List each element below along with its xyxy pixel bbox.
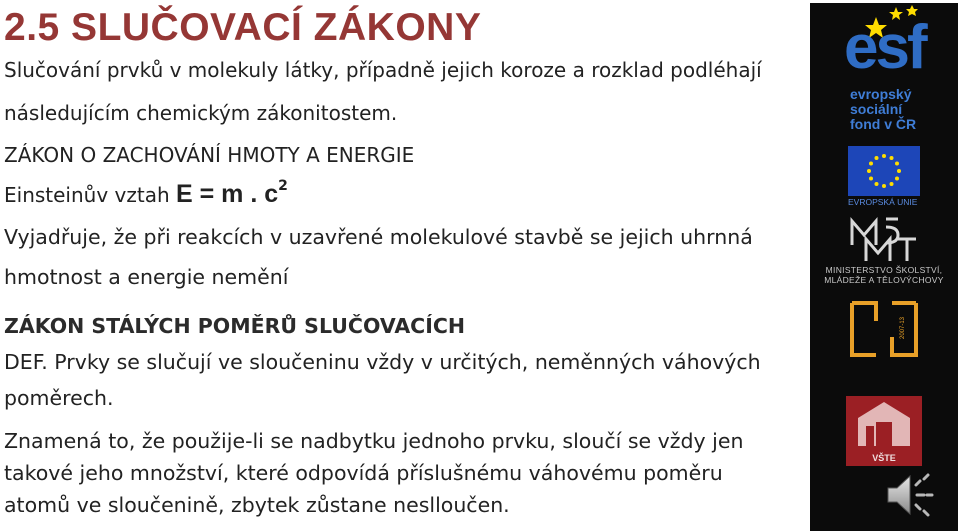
- msmt-line-2: MLÁDEŽE A TĚLOVÝCHOVY: [824, 275, 944, 285]
- intro-line-1: Slučování prvků v molekuly látky, případně jejich koroze a rozklad podléhají: [4, 58, 762, 82]
- vste-label: VŠTE: [872, 453, 896, 463]
- eu-star-icon: [869, 177, 873, 181]
- eu-star-icon: [890, 156, 894, 160]
- esf-sub-2: sociální: [850, 101, 903, 117]
- eu-star-icon: [867, 169, 871, 173]
- vste-emblem-icon: [846, 396, 922, 452]
- msmt-label: [810, 265, 958, 285]
- intro-line-2: následujícím chemickým zákonitostem.: [4, 101, 398, 125]
- einstein-line: [4, 180, 288, 209]
- vste-logo-icon: [846, 396, 922, 466]
- law2-heading: ZÁKON STÁLÝCH POMĚRŮ SLUČOVACÍCH: [4, 314, 466, 338]
- op-logo-icon: [848, 299, 920, 359]
- law2-def-line-1: DEF. Prvky se slučují ve sloučeninu vždy v určitých, neměnných váhových: [4, 350, 761, 374]
- svg-text:2007-13: 2007-13: [900, 316, 906, 339]
- esf-sub-3: fond v ČR: [850, 116, 917, 132]
- eu-star-icon: [895, 177, 899, 181]
- einstein-exponent: 2: [278, 178, 288, 194]
- esf-sub-1: evropský: [850, 86, 912, 102]
- law2-def-line-2: poměrech.: [4, 386, 114, 410]
- einstein-prefix: Einsteinův vztah: [4, 183, 170, 207]
- msmt-logo-icon: [846, 215, 920, 265]
- logo-bar: [810, 3, 958, 531]
- eu-star-icon: [882, 154, 886, 158]
- eu-star-icon: [875, 156, 879, 160]
- eu-star-icon: [895, 162, 899, 166]
- eu-star-icon: [875, 182, 879, 186]
- esf-logo-icon: esf: [844, 13, 925, 82]
- explain-line-3: atomů ve sloučenině, zbytek zůstane neslloučen.: [4, 493, 510, 517]
- speaker-icon[interactable]: [884, 471, 934, 519]
- esf-subtitle: [850, 87, 916, 132]
- law1-heading: ZÁKON O ZACHOVÁNÍ HMOTY A ENERGIE: [4, 143, 415, 167]
- eu-flag-icon: [848, 146, 920, 196]
- law1-text-line-2: hmotnost a energie nemění: [4, 265, 289, 289]
- eu-star-icon: [890, 182, 894, 186]
- eu-label: EVROPSKÁ UNIE: [848, 197, 918, 207]
- msmt-line-1: MINISTERSTVO ŠKOLSTVÍ,: [825, 265, 943, 275]
- eu-star-icon: [882, 184, 886, 188]
- eu-star-icon: [897, 169, 901, 173]
- explain-line-2: takové jeho množství, které odpovídá příslušnému váhovému poměru: [4, 461, 723, 485]
- explain-line-1: Znamená to, že použije-li se nadbytku jednoho prvku, sloučí se vždy jen: [4, 429, 744, 453]
- einstein-formula: E = m . c: [176, 180, 279, 208]
- eu-star-icon: [869, 162, 873, 166]
- law1-text-line-1: Vyjadřuje, že při reakcích v uzavřené molekulové stavbě se jejich uhrnná: [4, 225, 753, 249]
- slide-title: 2.5 SLUČOVACÍ ZÁKONY: [4, 6, 482, 49]
